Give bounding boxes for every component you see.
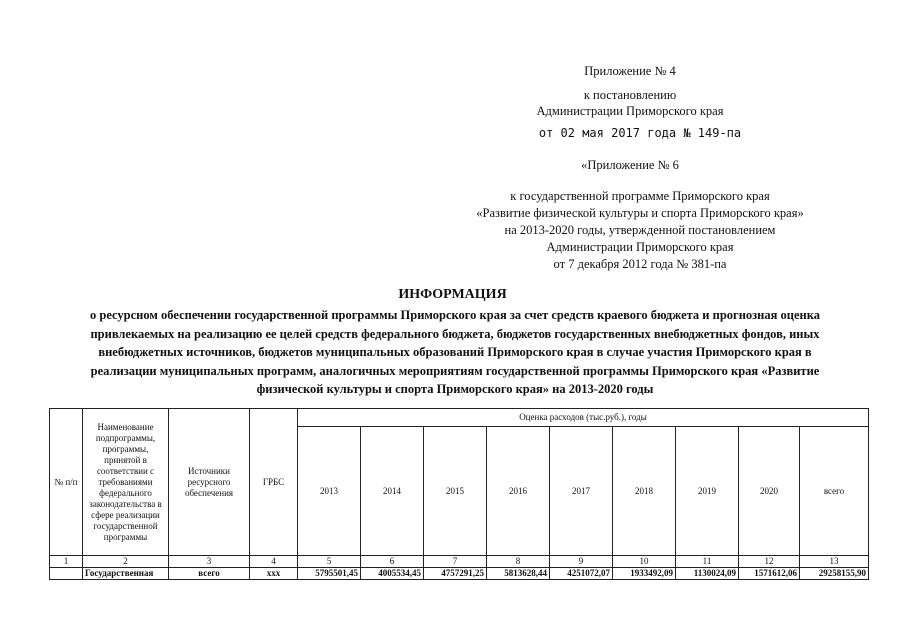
header-year: 2018 bbox=[613, 427, 676, 556]
header-grbs: ГРБС bbox=[250, 409, 298, 556]
row-value: 4251072,07 bbox=[550, 568, 613, 580]
subtitle-line: реализации муниципальных программ, аналогичных мероприятиям государственной программы Приморского края «Развитие bbox=[90, 363, 820, 378]
appendix-label: Приложение № 4 bbox=[584, 64, 676, 78]
column-number: 1 bbox=[50, 556, 83, 568]
subtitle-line: внебюджетных источников, бюджетов муниципальных образований Приморского края в случае участия Приморского края в bbox=[98, 345, 812, 359]
column-number: 6 bbox=[361, 556, 424, 568]
header-year: 2015 bbox=[424, 427, 487, 556]
row-value: 4005534,45 bbox=[361, 568, 424, 580]
column-number: 13 bbox=[800, 556, 869, 568]
column-number: 7 bbox=[424, 556, 487, 568]
header-expenses-group: Оценка расходов (тыс.руб.), годы bbox=[298, 409, 869, 427]
column-number: 2 bbox=[83, 556, 169, 568]
row-value: 1571612,06 bbox=[739, 568, 800, 580]
row-value: 5813628,44 bbox=[487, 568, 550, 580]
header-year: 2016 bbox=[487, 427, 550, 556]
column-number: 11 bbox=[676, 556, 739, 568]
table-row bbox=[50, 568, 869, 580]
row-value: 4757291,25 bbox=[424, 568, 487, 580]
row-name: Государственная bbox=[83, 568, 169, 580]
header-year: 2013 bbox=[298, 427, 361, 556]
subtitle-line: физической культуры и спорта Приморского края» на 2013-2020 годы bbox=[256, 382, 654, 396]
program-line-3: на 2013-2020 годы, утвержденной постановлением bbox=[504, 223, 776, 237]
header-total: всего bbox=[800, 427, 869, 556]
row-value: 5795501,45 bbox=[298, 568, 361, 580]
program-line-2: «Развитие физической культуры и спорта Приморского края» bbox=[476, 206, 804, 220]
document-subtitle bbox=[40, 306, 870, 399]
row-grbs: ххх bbox=[250, 568, 298, 580]
column-number: 12 bbox=[739, 556, 800, 568]
row-value: 1933492,09 bbox=[613, 568, 676, 580]
header-year: 2020 bbox=[739, 427, 800, 556]
column-number: 8 bbox=[487, 556, 550, 568]
header-name: Наименование подпрограммы, программы, принятой в соответствии с требованиями федерального законодательства в сфере реализации государственной программы bbox=[83, 409, 169, 556]
row-value: 1130024,09 bbox=[676, 568, 739, 580]
program-line-1: к государственной программе Приморского края bbox=[510, 189, 770, 203]
column-number: 3 bbox=[169, 556, 250, 568]
row-total: 29258155,90 bbox=[800, 568, 869, 580]
column-number: 9 bbox=[550, 556, 613, 568]
administration-label: Администрации Приморского края bbox=[536, 104, 724, 118]
subtitle-line: привлекаемых на реализацию ее целей средств федерального бюджета, бюджетов государственных внебюджетных фондов, иных bbox=[90, 326, 820, 341]
budget-table bbox=[49, 408, 869, 580]
header-num: № п/п bbox=[50, 409, 83, 556]
stamp-date: от 02 мая 2017 года № 149-па bbox=[538, 126, 742, 140]
header-year: 2019 bbox=[676, 427, 739, 556]
program-line-4: Администрации Приморского края bbox=[546, 240, 734, 254]
header-year: 2017 bbox=[550, 427, 613, 556]
row-source: всего bbox=[169, 568, 250, 580]
subtitle-line: о ресурсном обеспечении государственной программы Приморского края за счет средств краевого бюджета и прогнозная оценка bbox=[90, 308, 820, 322]
column-number: 10 bbox=[613, 556, 676, 568]
program-line-5: от 7 декабря 2012 года № 381-па bbox=[553, 257, 727, 271]
document-title: ИНФОРМАЦИЯ bbox=[398, 287, 507, 302]
column-number: 5 bbox=[298, 556, 361, 568]
column-number: 4 bbox=[250, 556, 298, 568]
header-source: Источники ресурсного обеспечения bbox=[169, 409, 250, 556]
to-resolution-label: к постановлению bbox=[583, 88, 677, 102]
appendix6-label: «Приложение № 6 bbox=[581, 158, 679, 172]
row-num bbox=[50, 568, 83, 580]
header-year: 2014 bbox=[361, 427, 424, 556]
